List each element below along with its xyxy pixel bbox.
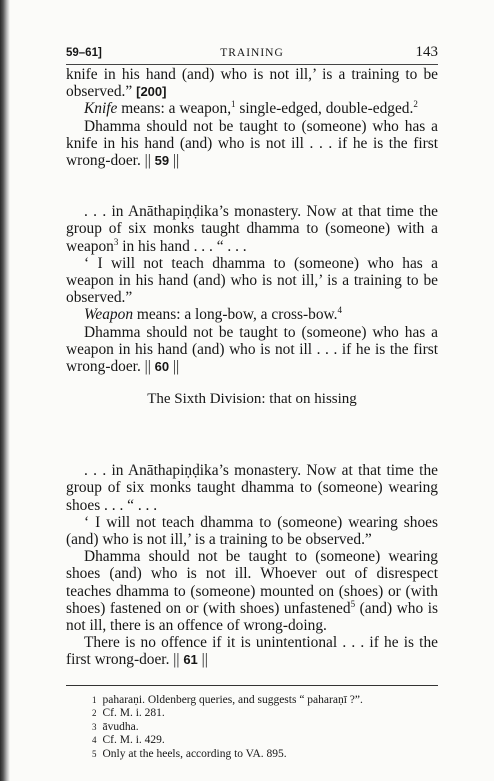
rule-60-origin: . . . in Anāthapiṇḍika’s monastery. Now at that time the group of six monks taught dhamma to (someone) with a weapon$^3$ in his hand . . . “ . . . — [66, 203, 438, 255]
rule-59-offence: Dhamma should not be taught to (someone) who has a knife in his hand (and) who is not ill . . . if he is the first wrong-doer. || 59 || — [66, 117, 438, 170]
rule-number: 60 — [154, 359, 170, 375]
footnote-ref: 3 — [113, 236, 119, 247]
page-reference: [200] — [136, 84, 167, 100]
header-rule — [66, 64, 438, 65]
division-heading: The Sixth Division: that on hissing — [147, 391, 357, 408]
footnote: $^3$ āvudha. — [92, 720, 139, 733]
rule-61-offence: Dhamma should not be taught to (someone) wearing shoes (and) who is not ill. Whoever out of disrespect teaches dhamma to (someone) mounted on (shoes) or (with shoes) fastened on or (with shoes) unfastened$^5$ (and) who is not ill, there is an offence of wrong-doing. — [66, 548, 438, 635]
page-number: 143 — [415, 44, 438, 60]
footnote: $^5$ Only at the heels, according to VA. 895. — [92, 748, 287, 761]
rule-number: 61 — [183, 652, 198, 668]
book-page — [66, 44, 438, 762]
rule-59-closing: knife in his hand (and) who is not ill,’ is a training to be observed.” [200] — [66, 66, 438, 101]
section-range: 59–61] — [66, 47, 102, 59]
rule-59-definition: Knife means: a weapon,$^1$ single-edged, double-edged.$^2$ — [84, 99, 418, 118]
footnote-ref: 4 — [337, 305, 342, 316]
footnote: $^2$ Cf. M. i. 281. — [92, 707, 165, 720]
footnotes — [66, 694, 438, 762]
rule-61-exception: There is no offence if it is unintentional . . . if he is the first wrong-doer. || 61 || — [66, 634, 438, 669]
rule-number: 59 — [154, 153, 170, 169]
rule-60-offence: Dhamma should not be taught to (someone) who has a weapon in his hand (and) who is not ill . . . if he is the first wrong-doer. || 60 || — [66, 323, 438, 376]
footnote: $^4$ Cf. M. i. 429. — [92, 734, 165, 747]
footnote-rule — [66, 685, 438, 686]
running-header — [66, 44, 438, 64]
rule-60-definition: Weapon means: a long-bow, a cross-bow.$^4$ — [84, 305, 342, 324]
rule-61-rule: ‘ I will not teach dhamma to (someone) wearing shoes (and) who is not ill,’ is a training to be observed.” — [66, 513, 438, 549]
rule-60-rule: ‘ I will not teach dhamma to (someone) who has a weapon in his hand (and) who is not ill,’ is a training to be observed.” — [66, 254, 438, 307]
footnote: $^1$ paharaṇi. Oldenberg queries, and suggests “ paharaṇī ?”. — [92, 693, 363, 706]
footnote-ref: 1 — [231, 99, 236, 110]
footnote-ref: 5 — [350, 598, 356, 609]
book-spine-shadow — [0, 0, 10, 781]
footnote-ref: 2 — [413, 99, 418, 110]
rule-61-origin: . . . in Anāthapiṇḍika’s monastery. Now at that time the group of six monks taught dhamma to (someone) wearing shoes . . . “ . . . — [66, 462, 438, 514]
chapter-title: TRAINING — [220, 47, 284, 59]
